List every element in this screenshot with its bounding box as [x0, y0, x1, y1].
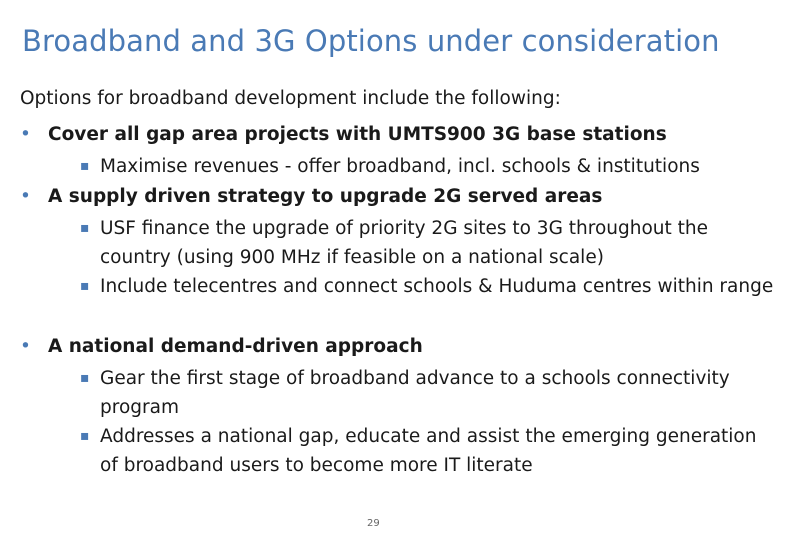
- bullet-marker: •: [20, 336, 31, 357]
- sub-bullet-text: Maximise revenues - offer broadband, incl. schools & institutions: [100, 156, 700, 177]
- sub-bullet-marker: ▪: [80, 428, 90, 444]
- sub-bullet-marker: ▪: [80, 370, 90, 386]
- intro-text: Options for broadband development include the following:: [20, 88, 561, 109]
- sub-bullet-text: USF finance the upgrade of priority 2G sites to 3G throughout the country (using 900 MHz if feasible on a national scale): [100, 218, 709, 268]
- sub-bullet-marker: ▪: [80, 278, 90, 294]
- sub-bullet-text: Include telecentres and connect schools & Huduma centres within range: [100, 276, 774, 297]
- bullet-text: Cover all gap area projects with UMTS900 3G base stations: [48, 124, 667, 145]
- page-number: 29: [367, 518, 380, 529]
- sub-bullet-text: Addresses a national gap, educate and assist the emerging generation of broadband users to become more IT literate: [100, 426, 757, 476]
- sub-bullet-marker: ▪: [80, 220, 90, 236]
- bullet-marker: •: [20, 124, 31, 145]
- bullet-marker: •: [20, 186, 31, 207]
- bullet-text: A national demand-driven approach: [48, 336, 423, 357]
- bullet-text: A supply driven strategy to upgrade 2G served areas: [48, 186, 603, 207]
- slide-title: Broadband and 3G Options under consideration: [22, 24, 720, 58]
- sub-bullet-marker: ▪: [80, 158, 90, 174]
- sub-bullet-text: Gear the first stage of broadband advance to a schools connectivity program: [100, 368, 730, 418]
